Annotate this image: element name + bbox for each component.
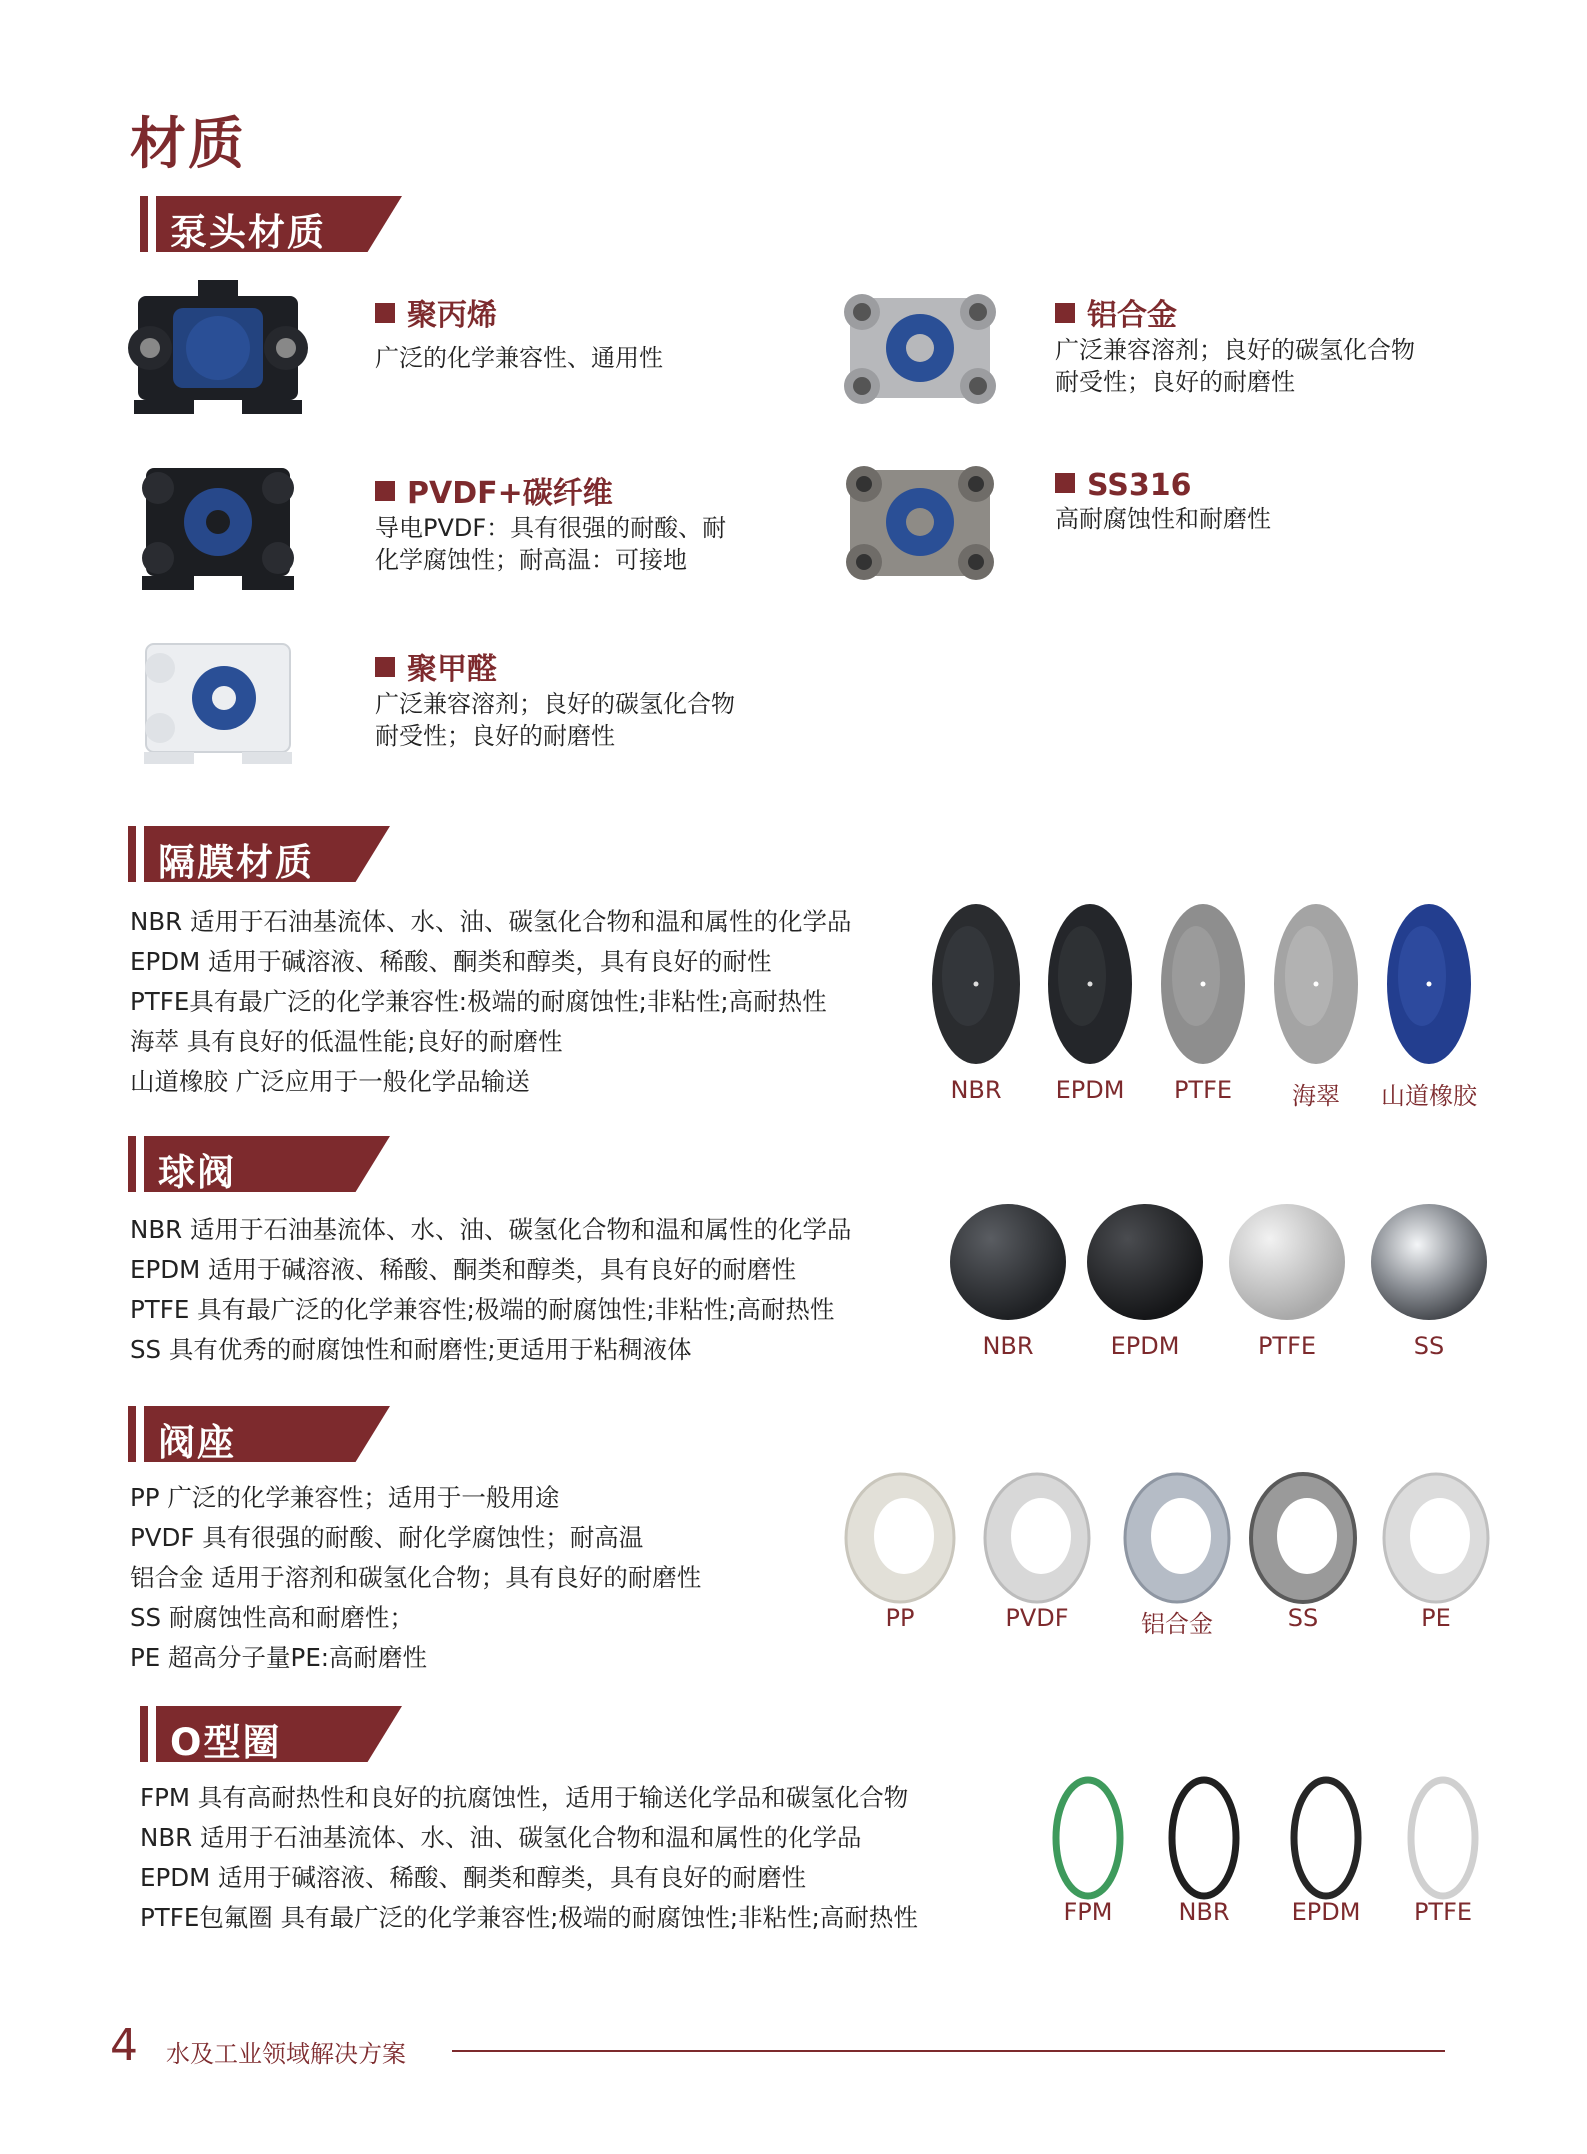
material-desc: 广泛兼容溶剂；良好的碳氢化合物 (375, 690, 735, 718)
o-ring-epdm (1294, 1780, 1358, 1896)
material-name: PVDF+碳纤维 (407, 476, 613, 511)
diaphragm-nbr (932, 904, 1020, 1064)
ball-epdm (1087, 1204, 1203, 1320)
desc-line: PTFE 具有最广泛的化学兼容性;极端的耐腐蚀性;非粘性;高耐热性 (130, 1295, 835, 1324)
thumb-label: NBR (982, 1332, 1034, 1360)
seat-pvdf (985, 1474, 1089, 1602)
thumb-label: PTFE (1173, 1076, 1233, 1104)
thumb-label: SS (1413, 1332, 1445, 1360)
desc-line: 铝合金 适用于溶剂和碳氢化合物；具有良好的耐磨性 (130, 1563, 702, 1592)
o-ring-thumbnails (1040, 1770, 1490, 1910)
seat-ss (1251, 1474, 1355, 1602)
thumb-label: PTFE (1413, 1898, 1473, 1926)
o-ring-fpm (1056, 1780, 1120, 1896)
desc-line: FPM 具有高耐热性和良好的抗腐蚀性，适用于输送化学品和碳氢化合物 (140, 1783, 909, 1812)
thumb-label: 山道橡胶 (1381, 1082, 1477, 1110)
page-number: 4 (110, 2020, 138, 2071)
thumb-label: PTFE (1257, 1332, 1317, 1360)
ball-ptfe (1229, 1204, 1345, 1320)
material-desc: 导电PVDF：具有很强的耐酸、耐 (375, 514, 727, 542)
pump-image-aluminum (840, 278, 1000, 420)
desc-line: NBR 适用于石油基流体、水、油、碳氢化合物和温和属性的化学品 (130, 907, 852, 936)
thumb-label: SS (1287, 1604, 1319, 1632)
desc-line: SS 具有优秀的耐腐蚀性和耐磨性;更适用于粘稠液体 (130, 1335, 692, 1364)
desc-line: EPDM 适用于碱溶液、稀酸、酮类和醇类，具有良好的耐性 (130, 947, 772, 976)
diaphragm-description (130, 902, 851, 1102)
material-ss316 (1055, 468, 1271, 535)
material-name: 聚丙烯 (407, 298, 497, 333)
desc-line: 海萃 具有良好的低温性能;良好的耐磨性 (130, 1027, 563, 1056)
section-title: 阀座 (158, 1421, 236, 1464)
ball-nbr (950, 1204, 1066, 1320)
seat-aluminum (1125, 1474, 1229, 1602)
section-title: 泵头材质 (170, 211, 326, 254)
diaphragm-epdm (1048, 904, 1132, 1064)
desc-line: PE 超高分子量PE:高耐磨性 (130, 1643, 428, 1672)
material-desc: 广泛兼容溶剂；良好的碳氢化合物 (1055, 336, 1415, 364)
diaphragm-santoprene-gray (1274, 904, 1358, 1064)
section-title: O型圈 (170, 1721, 282, 1764)
ball-ss (1371, 1204, 1487, 1320)
o-ring-description (140, 1778, 918, 1938)
material-desc: 耐受性；良好的耐磨性 (375, 722, 615, 750)
desc-line: PTFE具有最广泛的化学兼容性:极端的耐腐蚀性;非粘性;高耐热性 (130, 987, 827, 1016)
footer-text: 水及工业领域解决方案 (166, 2040, 406, 2068)
section-title: 隔膜材质 (158, 841, 314, 884)
desc-line: NBR 适用于石油基流体、水、油、碳氢化合物和温和属性的化学品 (140, 1823, 862, 1852)
footer-divider (452, 2050, 1445, 2052)
diaphragm-ptfe (1161, 904, 1245, 1064)
pump-image-ss316 (840, 448, 1000, 598)
thumb-label: PP (885, 1604, 915, 1632)
thumb-label: EPDM (1110, 1332, 1180, 1360)
material-name: 聚甲醛 (407, 652, 497, 687)
desc-line: EPDM 适用于碱溶液、稀酸、酮类和醇类，具有良好的耐磨性 (130, 1255, 797, 1284)
desc-line: EPDM 适用于碱溶液、稀酸、酮类和醇类，具有良好的耐磨性 (140, 1863, 807, 1892)
seat-thumbnails (840, 1468, 1500, 1618)
material-aluminum (1055, 290, 1415, 398)
material-desc: 化学腐蚀性；耐高温：可接地 (375, 546, 687, 574)
desc-line: PVDF 具有很强的耐酸、耐化学腐蚀性；耐高温 (130, 1523, 644, 1552)
material-desc: 广泛的化学兼容性、通用性 (375, 344, 663, 372)
material-name: SS316 (1087, 468, 1192, 503)
material-desc: 高耐腐蚀性和耐磨性 (1055, 505, 1271, 533)
material-name: 铝合金 (1087, 298, 1177, 333)
desc-line: PTFE包氟圈 具有最广泛的化学兼容性;极端的耐腐蚀性;非粘性;高耐热性 (140, 1903, 918, 1932)
material-pvdf-carbon (375, 468, 726, 576)
seat-pp (846, 1474, 954, 1602)
desc-line: SS 耐腐蚀性高和耐磨性； (130, 1603, 414, 1632)
desc-line: 山道橡胶 广泛应用于一般化学品输送 (130, 1067, 530, 1096)
valve-seat-description (130, 1478, 701, 1678)
seat-pe (1384, 1474, 1488, 1602)
thumb-label: 铝合金 (1141, 1610, 1213, 1638)
material-desc: 耐受性；良好的耐磨性 (1055, 368, 1295, 396)
o-ring-nbr (1172, 1780, 1236, 1896)
thumb-label: PVDF (1005, 1604, 1069, 1632)
thumb-label: NBR (1178, 1898, 1230, 1926)
desc-line: PP 广泛的化学兼容性；适用于一般用途 (130, 1483, 560, 1512)
material-polypropylene (375, 290, 663, 374)
thumb-label: FPM (1063, 1898, 1113, 1926)
o-ring-ptfe (1411, 1780, 1475, 1896)
section-title: 球阀 (158, 1151, 236, 1194)
thumb-label: PE (1421, 1604, 1451, 1632)
thumb-label: 海翠 (1292, 1082, 1340, 1110)
ball-valve-description (130, 1210, 851, 1370)
thumb-label: NBR (950, 1076, 1002, 1104)
pump-image-polypropylene (128, 278, 308, 420)
ball-thumbnails (940, 1200, 1500, 1330)
pump-image-acetal (138, 628, 298, 770)
diaphragm-santoprene-blue (1387, 904, 1471, 1064)
thumb-label: EPDM (1055, 1076, 1125, 1104)
page-title: 材质 (130, 112, 246, 177)
material-acetal (375, 644, 735, 752)
desc-line: NBR 适用于石油基流体、水、油、碳氢化合物和温和属性的化学品 (130, 1215, 852, 1244)
thumb-label: EPDM (1291, 1898, 1361, 1926)
pump-image-pvdf-carbon (138, 452, 298, 594)
